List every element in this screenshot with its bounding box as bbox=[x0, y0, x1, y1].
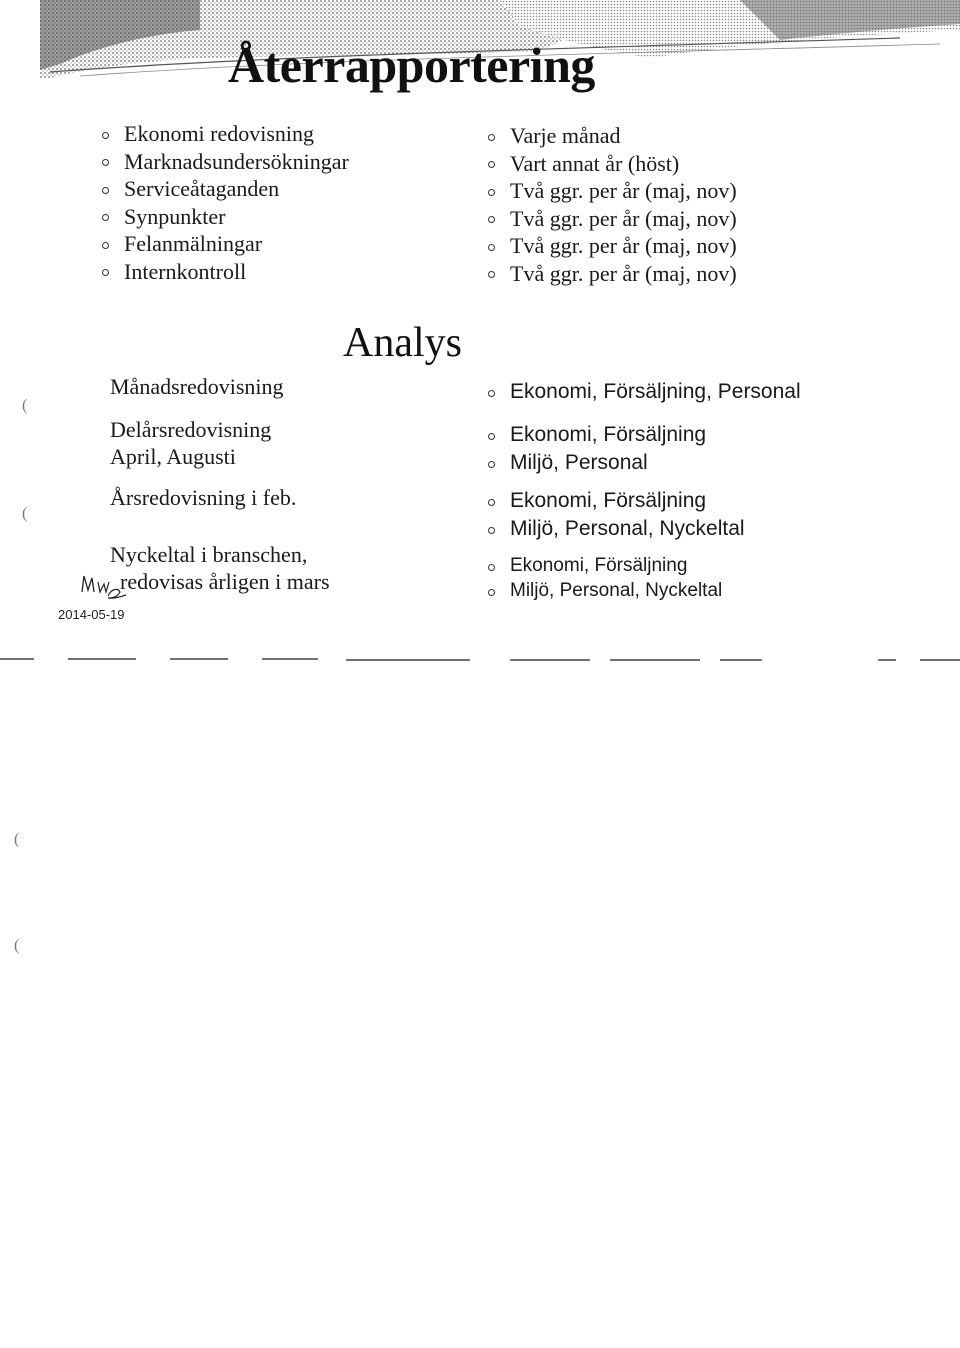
list-item: Två ggr. per år (maj, nov) bbox=[480, 260, 737, 288]
list-item: Miljö, Personal bbox=[480, 449, 706, 477]
reporting-items-list bbox=[94, 120, 349, 285]
interim-report-label: Delårsredovisning bbox=[110, 417, 272, 442]
list-item: Internkontroll bbox=[94, 258, 349, 286]
scan-margin-mark: ( bbox=[22, 397, 28, 414]
list-item: Ekonomi, Försäljning, Personal bbox=[480, 378, 801, 405]
scan-margin-mark: ( bbox=[14, 937, 20, 954]
monthly-contents-list bbox=[480, 378, 801, 405]
interim-report-months: April, Augusti bbox=[110, 444, 236, 469]
interim-contents-list bbox=[480, 421, 706, 477]
annual-contents-list bbox=[480, 487, 745, 543]
list-item: Marknadsundersökningar bbox=[94, 148, 349, 176]
list-item: Ekonomi, Försäljning bbox=[480, 421, 706, 449]
list-item: Vart annat år (höst) bbox=[480, 150, 737, 178]
list-item: Två ggr. per år (maj, nov) bbox=[480, 232, 737, 260]
monthly-report-label: Månadsredovisning bbox=[110, 374, 284, 399]
list-item: Felanmälningar bbox=[94, 230, 349, 258]
kpi-contents-list bbox=[480, 553, 722, 603]
page-title: Återrapportering bbox=[228, 37, 595, 93]
list-item: Ekonomi, Försäljning bbox=[480, 487, 745, 515]
document-date: 2014-05-19 bbox=[58, 607, 125, 622]
list-item: Ekonomi redovisning bbox=[94, 120, 349, 148]
list-item: Miljö, Personal, Nyckeltal bbox=[480, 578, 722, 603]
annual-report-label: Årsredovisning i feb. bbox=[110, 485, 297, 510]
kpi-label-line1: Nyckeltal i branschen, bbox=[110, 542, 308, 567]
list-item: Två ggr. per år (maj, nov) bbox=[480, 205, 737, 233]
reporting-frequency-list bbox=[480, 122, 737, 287]
list-item: Varje månad bbox=[480, 122, 737, 150]
list-item: Serviceåtaganden bbox=[94, 175, 349, 203]
scan-margin-mark: ( bbox=[14, 831, 20, 848]
page-divider bbox=[0, 655, 960, 665]
list-item: Synpunkter bbox=[94, 203, 349, 231]
kpi-label-line2: redovisas årligen i mars bbox=[120, 569, 330, 594]
analys-heading: Analys bbox=[343, 320, 462, 366]
list-item: Miljö, Personal, Nyckeltal bbox=[480, 515, 745, 543]
handwritten-initials bbox=[78, 568, 128, 602]
list-item: Ekonomi, Försäljning bbox=[480, 553, 722, 578]
list-item: Två ggr. per år (maj, nov) bbox=[480, 177, 737, 205]
scan-margin-mark: ( bbox=[22, 505, 28, 522]
